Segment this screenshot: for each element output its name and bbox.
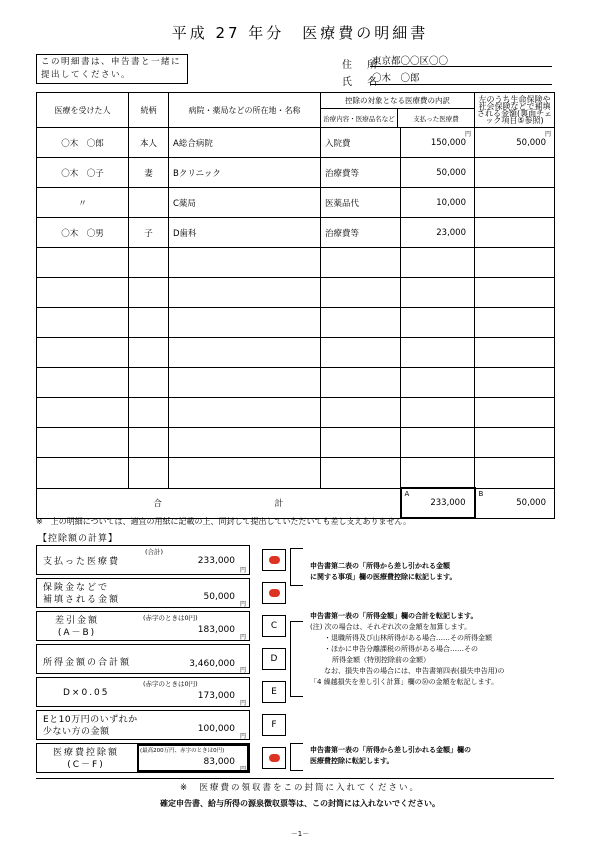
cell-insurance (475, 338, 555, 368)
header-treatment: 治療内容・医療品名など (321, 109, 398, 127)
cell-treatment (321, 188, 401, 218)
cell-hospital (169, 188, 321, 218)
calc-diff-sub: (赤字のときは0円) (143, 614, 198, 622)
cell-hospital-text: D歯科 (173, 228, 197, 239)
page-number: －1－ (290, 830, 310, 838)
calc-min-yen: 円 (239, 733, 246, 740)
cell-relation (129, 338, 169, 368)
calc-diff-value: 183,000 (197, 625, 235, 635)
cell-insurance (475, 278, 555, 308)
cell-treatment (321, 158, 401, 188)
calc-ins-label-2: 補填される金額 (43, 595, 121, 605)
calc-income-label: 所得金額の合計額 (43, 658, 132, 668)
calc-income-yen: 円 (239, 667, 246, 674)
table-row (37, 248, 555, 278)
cell-treatment (321, 218, 401, 248)
note1-line-1: 申告書第二表の「所得から差し引かれる金額 (310, 562, 450, 570)
note2-line-2: (注) 次の場合は、それぞれ次の金額を加算します。 (310, 623, 472, 631)
seal-c-icon (262, 747, 286, 769)
calc-deduction-box (36, 743, 250, 773)
note2-bracket (290, 621, 303, 697)
calc-pct-label: D×0.05 (63, 688, 110, 698)
header-deduction (321, 93, 475, 128)
header-insurance: 左のうち生命保険や社会保険などで補填される金額(裏面チェック項目⑤参照) (475, 93, 555, 128)
total-label-2: 計 (274, 499, 284, 509)
calc-min-label-1: Eと10万円のいずれか (43, 715, 138, 725)
calc-min-label-2: 少ない方の金額 (43, 727, 110, 737)
header-paid: 支払った医療費 (413, 114, 459, 123)
cell-insurance (475, 398, 555, 428)
seal-a-icon (262, 549, 286, 571)
note2-line-6: なお、損失申告の場合には、申告書第四表(損失申告用)の (324, 667, 505, 675)
name-label: 氏 名 (342, 77, 384, 88)
calc-paid-yen: 円 (239, 567, 246, 574)
exclusion-instruction: 確定申告書、給与所得の源泉徴収票等は、この封筒には入れないでください。 (160, 799, 440, 808)
cell-paid (401, 248, 475, 278)
cell-paid (401, 308, 475, 338)
cell-patient (37, 188, 129, 218)
cell-relation (129, 158, 169, 188)
cell-patient (37, 428, 129, 458)
cell-treatment (321, 338, 401, 368)
cell-paid (401, 158, 475, 188)
cell-patient-text: 〇木 〇郎 (61, 138, 104, 149)
cell-hospital (169, 368, 321, 398)
table-row (37, 158, 555, 188)
cell-hospital (169, 248, 321, 278)
cell-paid-text: 10,000 (436, 197, 466, 208)
note3-line-2: 医療費控除に転記します。 (310, 757, 394, 765)
cell-treatment (321, 128, 401, 158)
cell-treatment (321, 308, 401, 338)
table-row (37, 398, 555, 428)
calc-pct-value: 173,000 (197, 691, 235, 701)
note2-line-7: 「4 繰越損失を差し引く計算」欄の㊿の金額を転記します。 (310, 678, 499, 686)
cell-patient (37, 308, 129, 338)
table-row (37, 338, 555, 368)
calc-pct-yen: 円 (239, 700, 246, 707)
yen-mark: 円 (544, 131, 551, 138)
cell-insurance (475, 308, 555, 338)
table-row (37, 368, 555, 398)
cell-treatment-text: 医薬品代 (325, 198, 360, 209)
cell-hospital (169, 428, 321, 458)
cell-insurance-text: 50,000 (516, 137, 546, 148)
cell-relation (129, 218, 169, 248)
cell-relation-text: 妻 (144, 168, 153, 179)
bottom-divider (36, 778, 554, 779)
cell-insurance (475, 428, 555, 458)
calc-ded-label-2: (C－F) (67, 760, 105, 770)
note3-line-1: 申告書第一表の「所得から差し引かれる金額」欄の (310, 746, 471, 754)
note2-line-4: ・ほかに申告分離課税の所得がある場合……その (324, 645, 478, 653)
calc-diff-label-1: 差引金額 (55, 616, 100, 626)
cell-insurance (475, 188, 555, 218)
name-line (370, 84, 552, 85)
total-a-label: A (404, 490, 410, 498)
calc-ded-sub: (最高200万円、赤字のときは0円) (140, 748, 225, 754)
calc-pct-sub: (赤字のときは0円) (143, 680, 198, 688)
cell-hospital (169, 278, 321, 308)
cell-paid (401, 428, 475, 458)
table-row (37, 128, 555, 158)
calc-min-value: 100,000 (197, 724, 235, 734)
cell-insurance (475, 458, 555, 489)
calc-paid-box (36, 545, 250, 575)
calc-diff-label-2: (A－B) (57, 628, 97, 638)
cell-paid (401, 128, 475, 158)
cell-relation (129, 458, 169, 489)
calc-income-value: 3,460,000 (189, 659, 235, 669)
cell-hospital-text: A総合病院 (173, 138, 213, 149)
cell-paid (401, 368, 475, 398)
cell-patient (37, 338, 129, 368)
calc-diff-yen: 円 (239, 634, 246, 641)
cell-paid (401, 218, 475, 248)
header-deduction-title: 控除の対象となる医療費の内訳 (321, 93, 474, 109)
table-footnote: ※ 上の明細については、適宜の用紙に記載の上、同封して提出していただいても差し支えありません。 (36, 517, 412, 526)
calc-paid-sub: (合計) (145, 548, 164, 556)
table-row (37, 218, 555, 248)
cell-relation-text: 本人 (139, 138, 157, 149)
cell-relation (129, 308, 169, 338)
header-patient: 医療を受けた人 (37, 93, 129, 128)
cell-hospital (169, 458, 321, 489)
cell-insurance (475, 158, 555, 188)
cell-patient-text: 〇木 〇男 (61, 228, 104, 239)
cell-paid-text: 150,000 (430, 137, 466, 148)
calc-income-box (36, 644, 250, 674)
yen-mark: 円 (464, 131, 471, 138)
cell-treatment (321, 368, 401, 398)
cell-hospital (169, 338, 321, 368)
cell-patient (37, 398, 129, 428)
letter-e: E (262, 681, 286, 703)
cell-hospital (169, 218, 321, 248)
note2-line-1: 申告書第一表の「所得金額」欄の合計を転記します。 (310, 612, 478, 620)
letter-d: D (262, 648, 286, 670)
cell-insurance (475, 128, 555, 158)
cell-patient (37, 278, 129, 308)
cell-paid (401, 278, 475, 308)
cell-relation (129, 278, 169, 308)
calc-ded-value: 83,000 (203, 757, 235, 767)
cell-treatment (321, 248, 401, 278)
calc-pct-box (36, 677, 250, 707)
cell-treatment-text: 治療費等 (325, 228, 360, 239)
address-value: 東京都〇〇区〇〇 (372, 56, 449, 67)
calc-title: 【控除額の計算】 (38, 534, 119, 544)
cell-patient-text: 〇木 〇子 (61, 168, 104, 179)
calc-min-box (36, 710, 250, 740)
cell-treatment (321, 428, 401, 458)
note1-bracket (290, 548, 303, 586)
calc-ded-yen: 円 (239, 766, 246, 773)
cell-relation (129, 128, 169, 158)
cell-treatment (321, 398, 401, 428)
cell-paid (401, 458, 475, 489)
cell-hospital (169, 128, 321, 158)
header-hospital: 病院・薬局などの所在地・名称 (169, 93, 321, 128)
note2-line-3: ・退職所得及び山林所得がある場合……その所得金額 (324, 634, 492, 642)
note1-line-2: に関する事項」欄の医療費控除に転記します。 (310, 573, 457, 581)
cell-relation (129, 428, 169, 458)
seal-b-icon (262, 582, 286, 604)
cell-patient (37, 218, 129, 248)
name-value: 〇木 〇郎 (372, 73, 420, 84)
cell-patient (37, 158, 129, 188)
receipt-instruction: ※ 医療費の領収書をこの封筒に入れてください。 (179, 783, 421, 793)
address-label: 住 所 (342, 60, 384, 71)
cell-insurance (475, 368, 555, 398)
cell-paid (401, 398, 475, 428)
header-relation: 続柄 (129, 93, 169, 128)
cell-hospital-text: Bクリニック (173, 168, 221, 179)
cell-patient-text: 〃 (78, 198, 87, 209)
table-row (37, 458, 555, 489)
table-row (37, 278, 555, 308)
cell-relation (129, 368, 169, 398)
cell-hospital (169, 398, 321, 428)
cell-treatment (321, 458, 401, 489)
cell-treatment-text: 治療費等 (325, 168, 360, 179)
medical-expense-table (36, 92, 555, 519)
cell-hospital (169, 308, 321, 338)
address-line (370, 66, 552, 67)
calc-paid-value: 233,000 (197, 556, 235, 566)
page-title: 平成 27 年分 医療費の明細書 (171, 24, 429, 42)
table-row (37, 188, 555, 218)
cell-hospital (169, 158, 321, 188)
note2-line-5: 所得金額（特別控除前の金額） (332, 656, 430, 664)
calc-paid-label: 支払った医療費 (43, 557, 121, 567)
calc-ins-value: 50,000 (203, 592, 235, 602)
total-b-label: B (478, 489, 484, 498)
letter-f: F (262, 714, 286, 736)
calc-ins-yen: 円 (239, 601, 246, 608)
cell-paid (401, 188, 475, 218)
cell-relation-text: 子 (144, 228, 153, 239)
cell-treatment-text: 入院費 (325, 138, 351, 149)
total-b-value: 50,000 (516, 498, 546, 508)
submit-notice: この明細書は、申告書と一緒に提出してください。 (36, 54, 188, 84)
cell-paid (401, 338, 475, 368)
calc-diff-box (36, 611, 250, 641)
total-label-1: 合 (153, 499, 162, 509)
total-a-cell (401, 488, 475, 518)
total-label-cell (37, 488, 401, 518)
total-b-cell (475, 488, 555, 518)
cell-relation (129, 248, 169, 278)
calc-insurance-box (36, 578, 250, 608)
cell-insurance (475, 248, 555, 278)
table-row (37, 428, 555, 458)
cell-patient (37, 368, 129, 398)
calc-ded-label-1: 医療費控除額 (53, 748, 120, 758)
cell-patient (37, 128, 129, 158)
calc-ins-label-1: 保険金などで (43, 583, 110, 593)
cell-patient (37, 458, 129, 489)
cell-insurance (475, 218, 555, 248)
total-a-value: 233,000 (430, 498, 466, 508)
table-row (37, 308, 555, 338)
note3-bracket (290, 743, 303, 771)
cell-patient (37, 248, 129, 278)
letter-c: C (262, 615, 286, 637)
cell-hospital-text: C薬局 (173, 198, 196, 209)
cell-paid-text: 23,000 (436, 227, 466, 238)
cell-treatment (321, 278, 401, 308)
cell-relation (129, 398, 169, 428)
cell-paid-text: 50,000 (436, 167, 466, 178)
cell-relation (129, 188, 169, 218)
